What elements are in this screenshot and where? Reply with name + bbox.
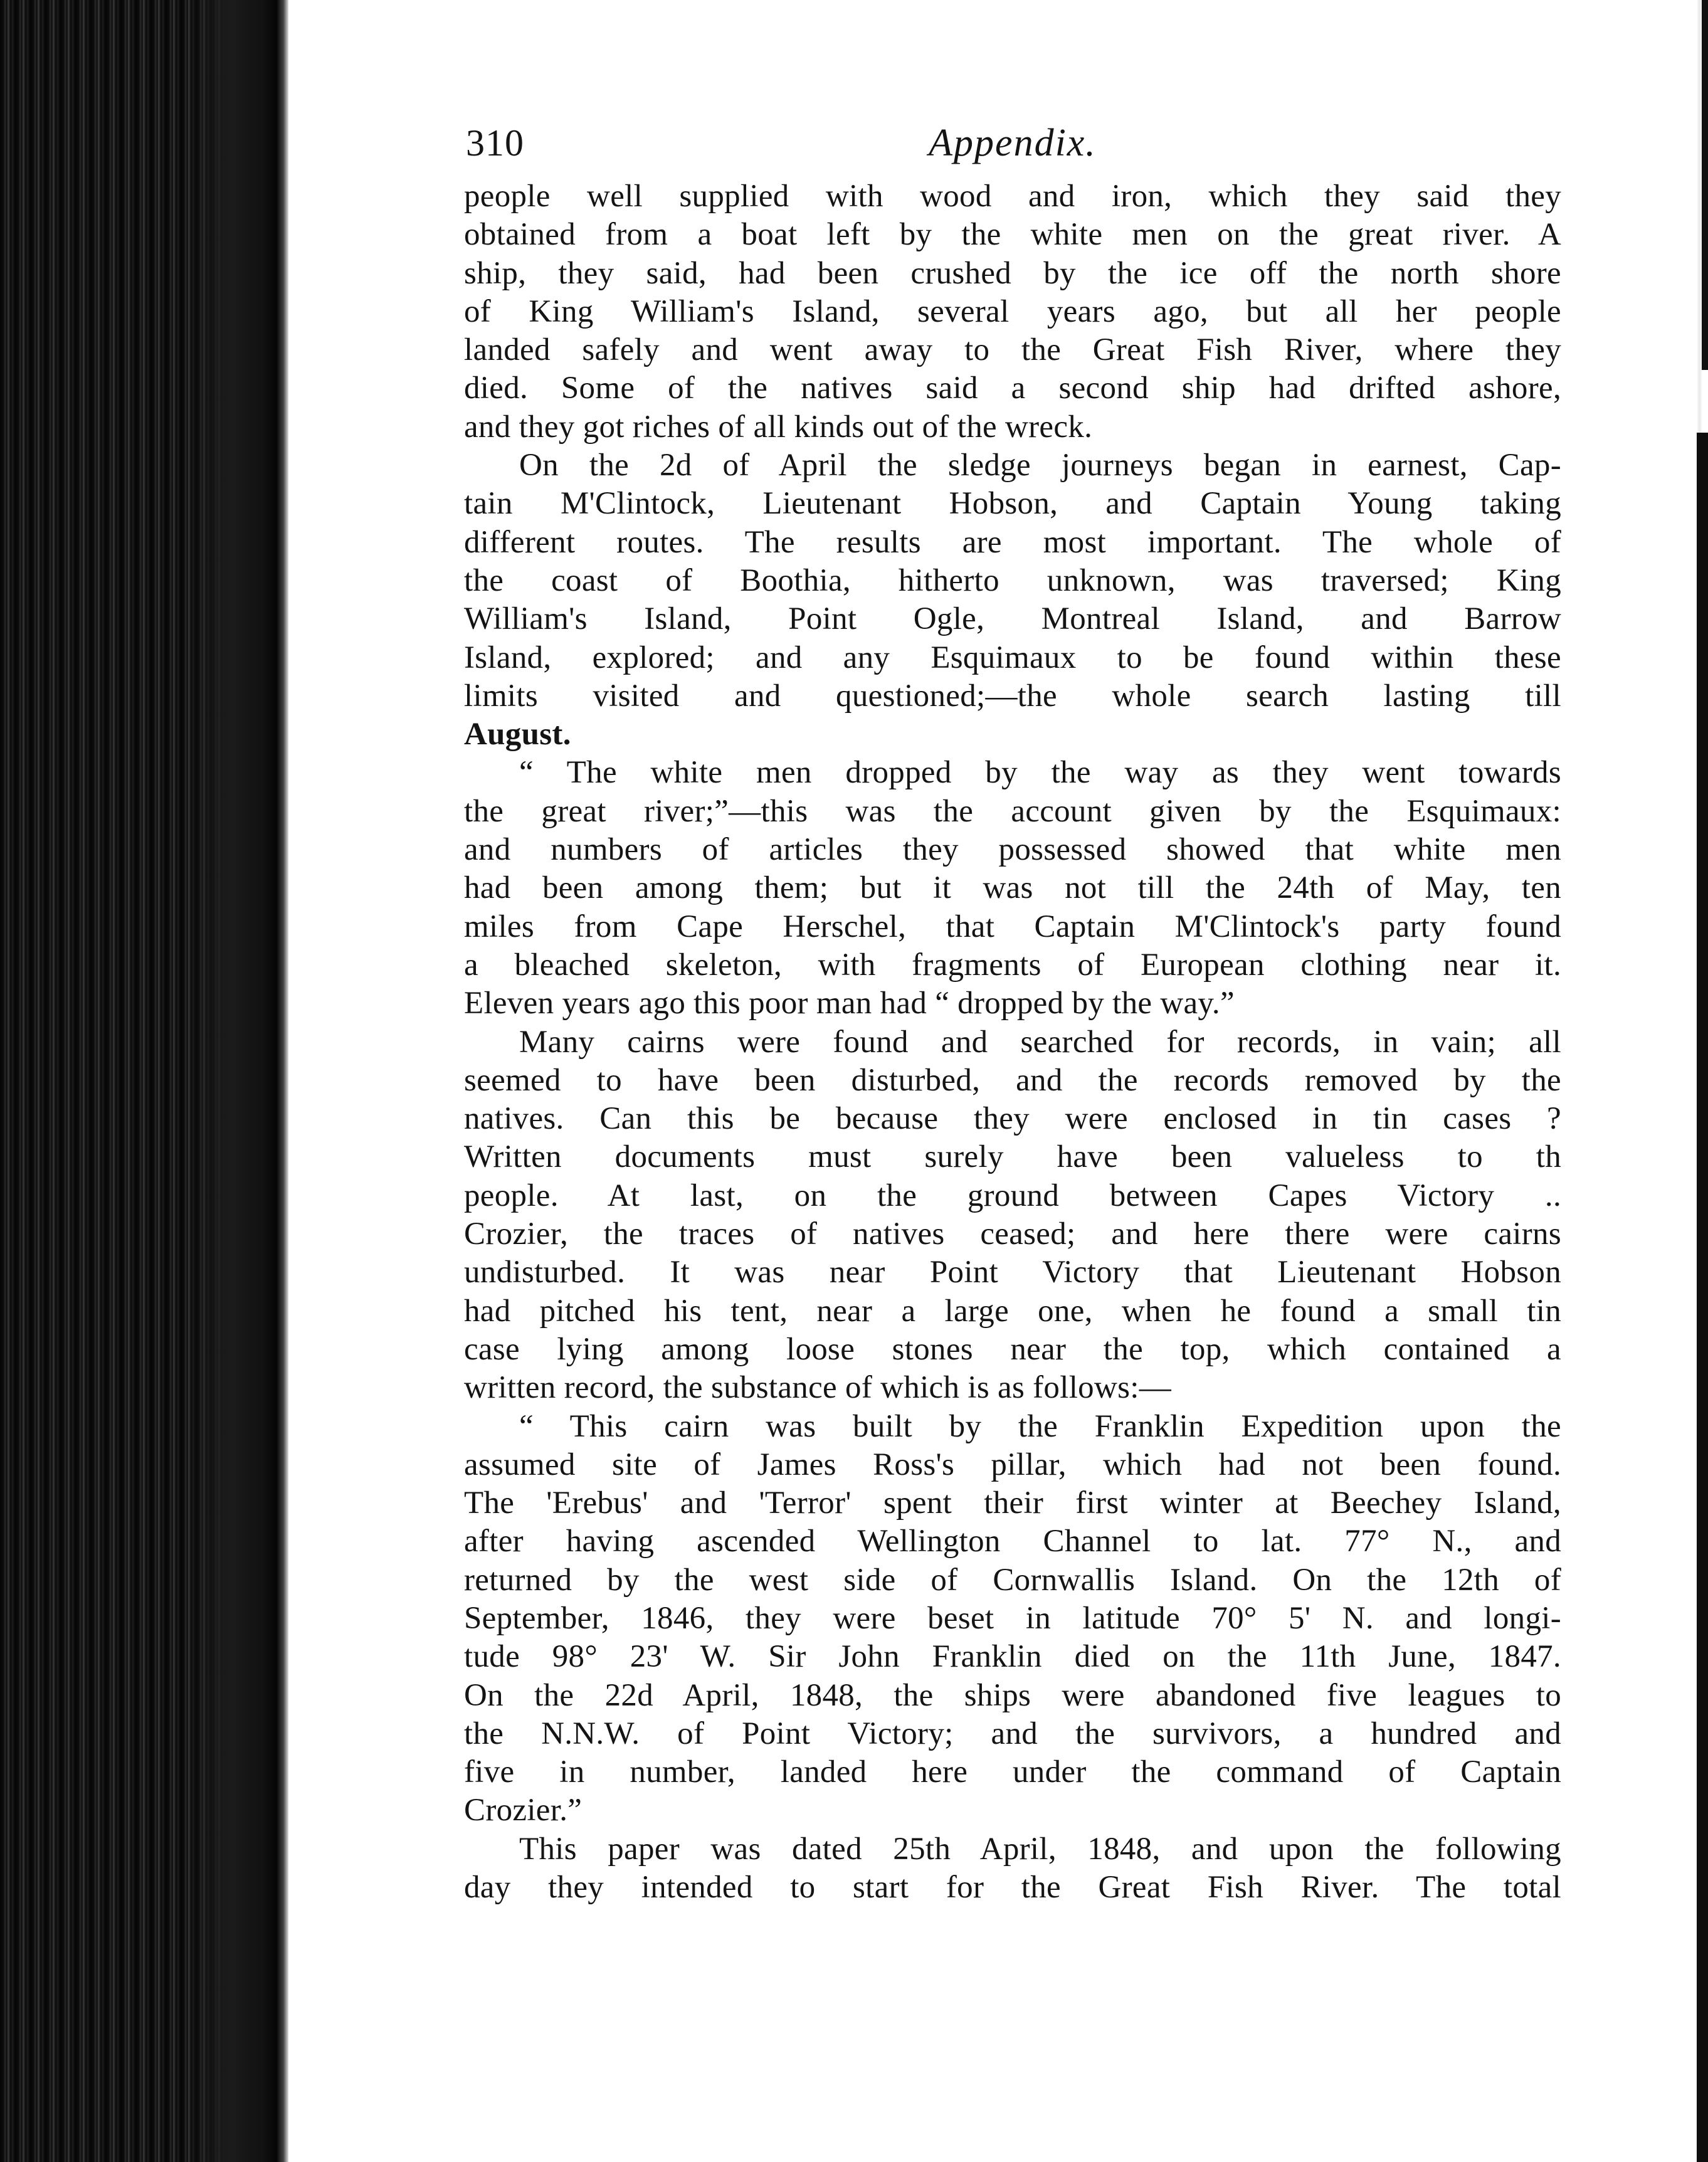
text-line: the N.N.W. of Point Victory; and the survivors, a hundred and xyxy=(464,1716,1561,1751)
text-line: landed safely and went away to the Great Fish River, where they xyxy=(464,332,1561,368)
text-line: On the 22d April, 1848, the ships were abandoned five leagues to xyxy=(464,1677,1561,1713)
text-line: obtained from a boat left by the white men on the great river. A xyxy=(464,217,1561,253)
text-line: Eleven years ago this poor man had “ dropped by the way.” xyxy=(464,986,1235,1021)
text-line: This paper was dated 25th April, 1848, and upon the following xyxy=(519,1831,1561,1867)
text-line: “ The white men dropped by the way as they went towards xyxy=(519,755,1561,791)
text-line: had been among them; but it was not till the 24th of May, ten xyxy=(464,870,1561,906)
text-line: Many cairns were found and searched for records, in vain; all xyxy=(519,1024,1561,1060)
text-line: “ This cairn was built by the Franklin Expedition upon the xyxy=(519,1408,1561,1444)
text-line: Crozier.” xyxy=(464,1793,583,1828)
text-line: of King William's Island, several years ago, but all her people xyxy=(464,293,1561,329)
text-line: the great river;”—this was the account given by the Esquimaux: xyxy=(464,793,1561,829)
text-line: natives. Can this be because they were enclosed in tin cases ? xyxy=(464,1101,1561,1137)
text-line: ship, they said, had been crushed by the ice off the north shore xyxy=(464,255,1561,291)
text-line: after having ascended Wellington Channel to lat. 77° N., and xyxy=(464,1524,1561,1559)
book-page xyxy=(464,118,1561,1907)
text-line: written record, the substance of which is as follows:— xyxy=(464,1370,1172,1406)
text-line: seemed to have been disturbed, and the records removed by the xyxy=(464,1062,1561,1098)
text-line: tude 98° 23' W. Sir John Franklin died on the 11th June, 1847. xyxy=(464,1639,1561,1675)
text-line: the coast of Boothia, hitherto unknown, was traversed; King xyxy=(464,562,1561,598)
text-line: died. Some of the natives said a second ship had drifted ashore, xyxy=(464,371,1561,406)
text-line: The 'Erebus' and 'Terror' spent their first winter at Beechey Island, xyxy=(464,1485,1561,1521)
text-line: William's Island, Point Ogle, Montreal Island, and Barrow xyxy=(464,601,1561,637)
text-line: returned by the west side of Cornwallis Island. On the 12th of xyxy=(464,1562,1561,1598)
text-line: people well supplied with wood and iron, which they said they xyxy=(464,179,1561,214)
running-head: Appendix. xyxy=(929,122,1097,164)
text-line: miles from Cape Herschel, that Captain M'Clintock's party found xyxy=(464,909,1561,944)
text-line: limits visited and questioned;—the whole search lasting till xyxy=(464,678,1561,714)
text-line: September, 1846, they were beset in latitude 70° 5' N. and longi- xyxy=(464,1600,1561,1636)
gutter-shadow xyxy=(276,0,288,2162)
text-line: and numbers of articles they possessed showed that white men xyxy=(464,832,1561,868)
text-line: had pitched his tent, near a large one, when he found a small tin xyxy=(464,1293,1561,1329)
text-line: August. xyxy=(464,717,571,752)
text-line: different routes. The results are most important. The whole of xyxy=(464,524,1561,560)
text-line: Written documents must surely have been valueless to th xyxy=(464,1139,1561,1175)
text-line: a bleached skeleton, with fragments of European clothing near it. xyxy=(464,947,1561,983)
text-line: tain M'Clintock, Lieutenant Hobson, and Captain Young taking xyxy=(464,486,1561,522)
text-line: undisturbed. It was near Point Victory that Lieutenant Hobson xyxy=(464,1255,1561,1290)
text-line: assumed site of James Ross's pillar, which had not been found. xyxy=(464,1447,1561,1482)
right-edge-mark-bottom xyxy=(1697,433,1708,2162)
text-line: day they intended to start for the Great Fish River. The total xyxy=(464,1870,1561,1906)
text-line: and they got riches of all kinds out of the wreck. xyxy=(464,409,1093,445)
page-number: 310 xyxy=(466,122,524,164)
text-line: On the 2d of April the sledge journeys began in earnest, Cap- xyxy=(519,448,1561,483)
text-line: case lying among loose stones near the top, which contained a xyxy=(464,1331,1561,1367)
right-edge-mark-top xyxy=(1702,0,1708,370)
body-text xyxy=(464,177,1561,1907)
text-line: Crozier, the traces of natives ceased; and here there were cairns xyxy=(464,1216,1561,1252)
text-line: five in number, landed here under the command of Captain xyxy=(464,1754,1561,1790)
book-page-edges xyxy=(0,0,282,2162)
page-header xyxy=(464,118,1561,177)
text-line: people. At last, on the ground between Capes Victory .. xyxy=(464,1178,1561,1213)
text-line: Island, explored; and any Esquimaux to be found within these xyxy=(464,640,1561,675)
